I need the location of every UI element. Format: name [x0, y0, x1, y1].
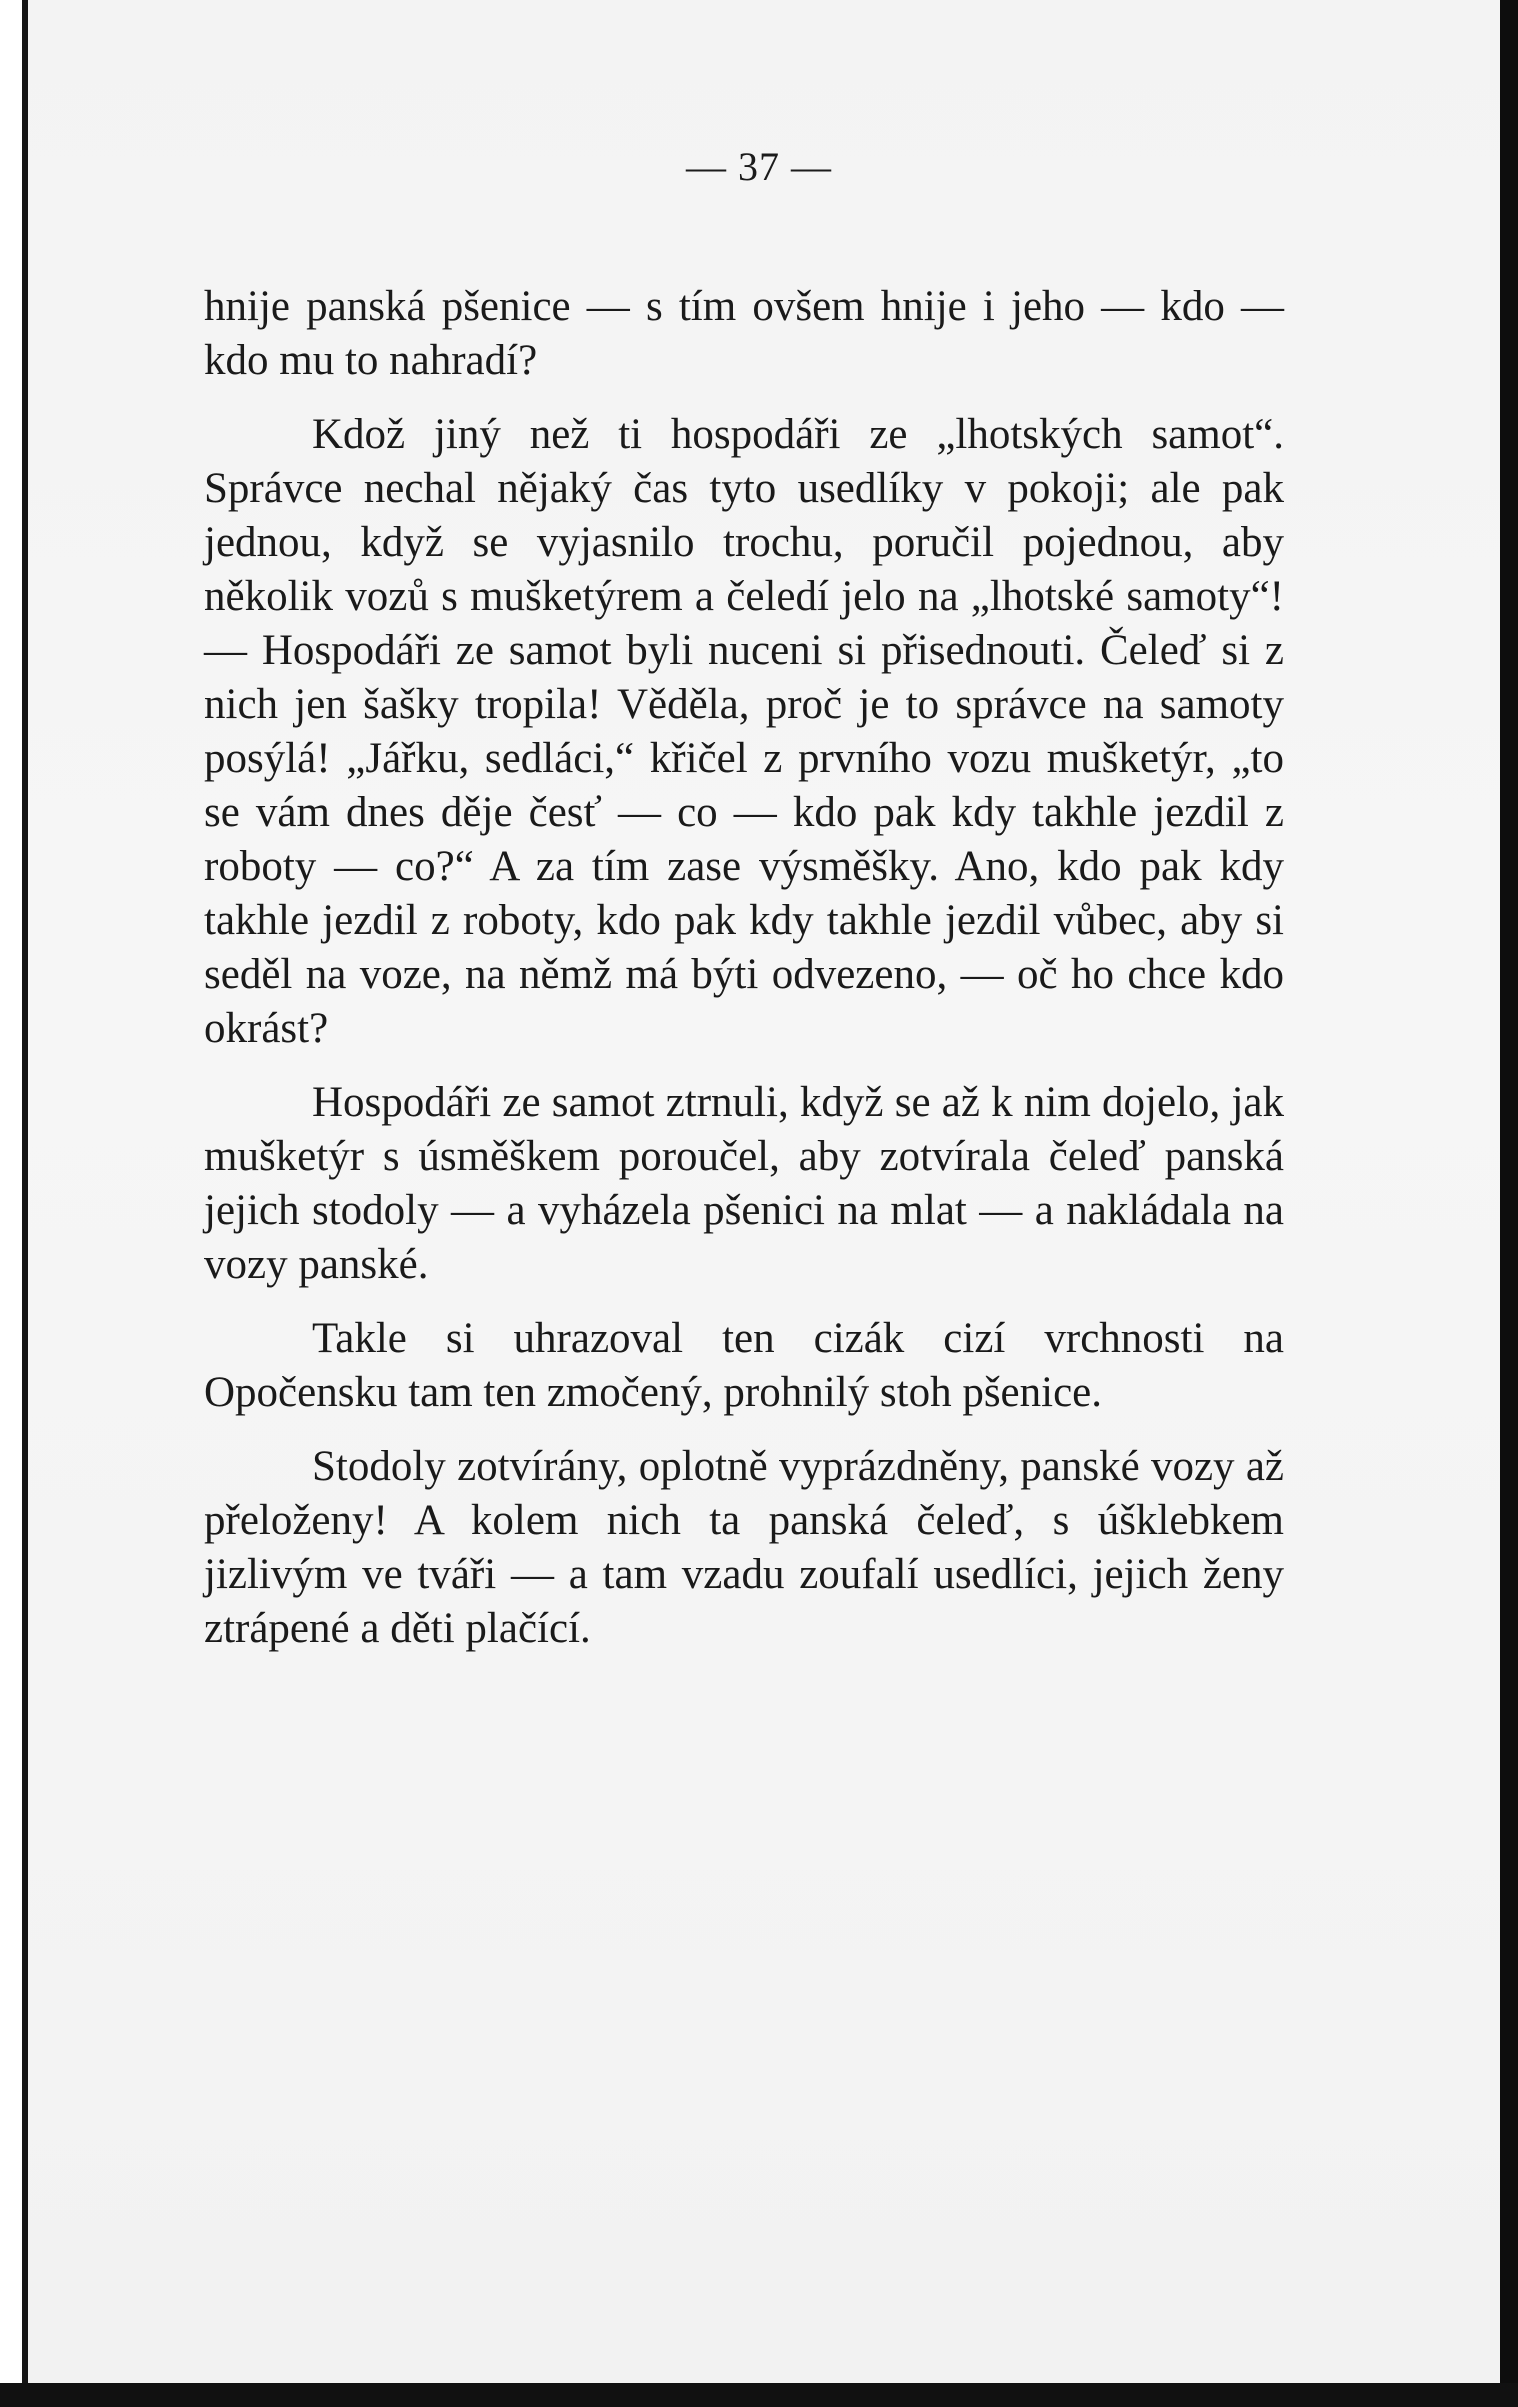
left-scan-edge — [0, 0, 28, 2407]
page-header — [0, 143, 1518, 190]
right-scan-edge — [1500, 0, 1518, 2407]
paragraph-3: Hospodáři ze samot ztrnuli, když se až k nim dojelo, jak mušketýr s úsměškem poroučel, aby zotvírala čeleď panská jejich stodoly — a vyházela pšenici na mlat — a nakládala na vozy panské. — [204, 1079, 1284, 1288]
paragraph-2: Kdož jiný než ti hospodáři ze „lhotských samot“. Správce nechal nějaký čas tyto usedlíky v pokoji; ale pak jednou, když se vyjasnilo trochu, poručil pojednou, aby několik vozů s mušketýrem a čeledí jelo na „lhotské samoty“! — Hospodáři ze samot byli nuceni si přisednouti. Čeleď si z nich jen šašky tropila! Věděla, proč je to správce na samoty posýlá! „Jářku, sedláci,“ křičel z prvního vozu mušketýr, „to se vám dnes děje česť — co — kdo pak kdy takhle jezdil z roboty — co?“ A za tím zase výsměšky. Ano, kdo pak kdy takhle jezdil z roboty, kdo pak kdy takhle jezdil vůbec, aby si seděl na voze, na němž má býti odvezeno, — oč ho chce kdo okrást? — [204, 411, 1284, 1052]
paragraph-4: Takle si uhrazoval ten cizák cizí vrchnosti na Opočensku tam ten zmočený, prohnilý stoh pšenice. — [204, 1315, 1284, 1416]
paragraph-1: hnije panská pšenice — s tím ovšem hnije i jeho — kdo — kdo mu to nahradí? — [204, 283, 1284, 384]
page-number: — 37 — — [686, 144, 832, 189]
bottom-scan-edge — [0, 2383, 1518, 2407]
paragraph-5: Stodoly zotvírány, oplotně vyprázdněny, panské vozy až přeloženy! A kolem nich ta panská čeleď, s úšklebkem jizlivým ve tváři — a tam vzadu zoufalí usedlíci, jejich ženy ztrápené a děti plačící. — [204, 1443, 1284, 1652]
body-text — [204, 280, 1284, 1656]
